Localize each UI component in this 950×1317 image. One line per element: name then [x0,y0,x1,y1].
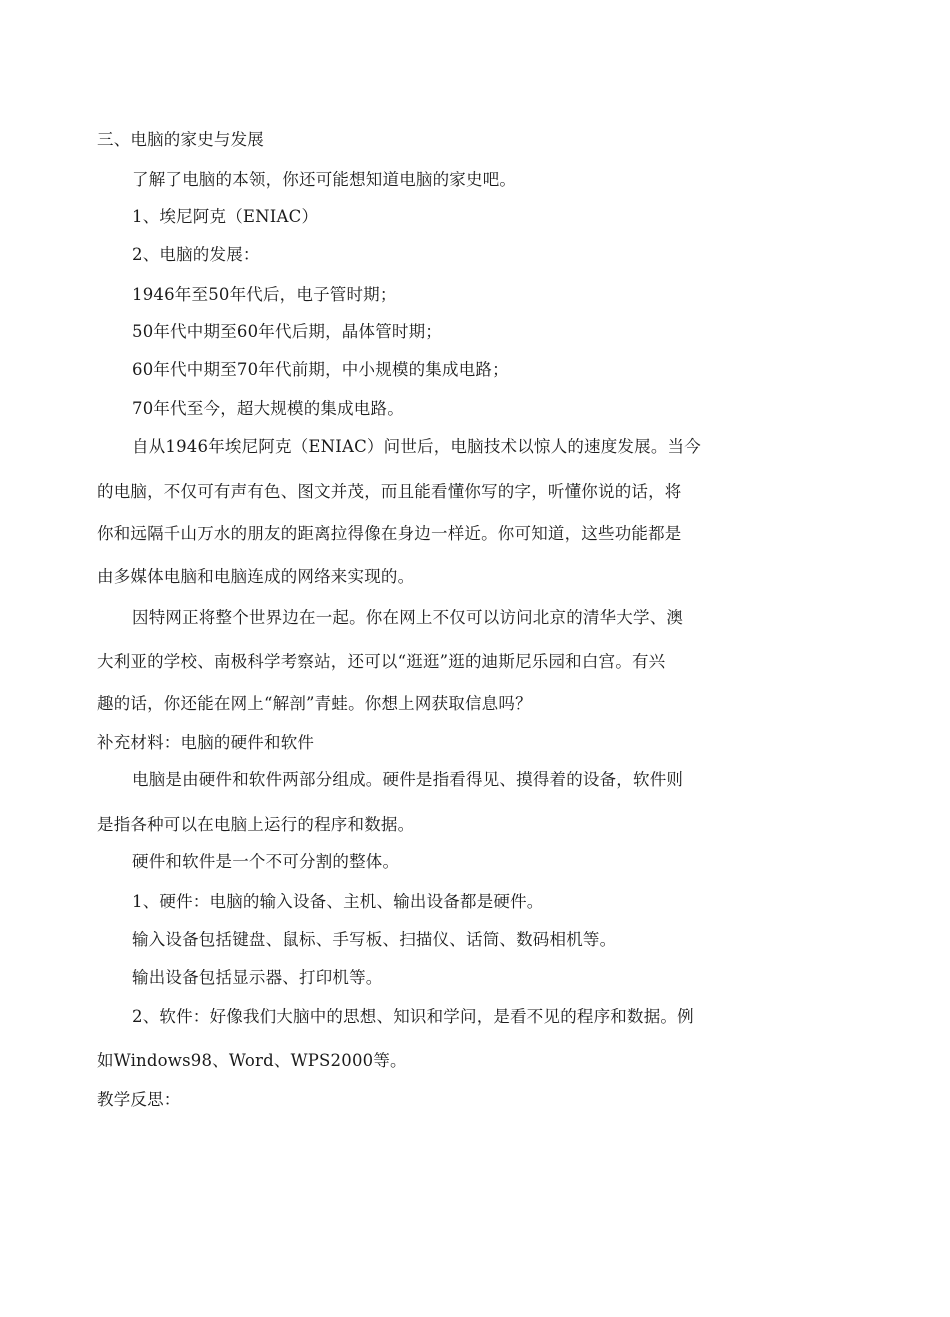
paragraph-line: 大利亚的学校、南极科学考察站，还可以“逛逛”逛的迪斯尼乐园和白宫。有兴 [97,652,666,671]
paragraph-line: 是指各种可以在电脑上运行的程序和数据。 [97,815,415,834]
hardware-line: 1、硬件：电脑的输入设备、主机、输出设备都是硬件。 [132,892,544,911]
era-line: 60年代中期至70年代前期，中小规模的集成电路； [132,360,509,379]
paragraph-line: 自从1946年埃尼阿克（ENIAC）问世后，电脑技术以惊人的速度发展。当今 [132,437,701,456]
section-heading: 三、电脑的家史与发展 [97,130,264,149]
item-development: 2、电脑的发展： [132,245,260,264]
paragraph-line: 电脑是由硬件和软件两部分组成。硬件是指看得见、摸得着的设备，软件则 [132,770,684,789]
software-line: 如Windows98、Word、WPS2000等。 [97,1051,407,1070]
era-line: 1946年至50年代后，电子管时期； [132,285,397,304]
input-devices-line: 输入设备包括键盘、鼠标、手写板、扫描仪、话筒、数码相机等。 [132,930,617,949]
paragraph-line: 你和远隔千山万水的朋友的距离拉得像在身边一样近。你可知道，这些功能都是 [97,524,682,543]
paragraph-line: 因特网正将整个世界边在一起。你在网上不仅可以访问北京的清华大学、澳 [132,608,684,627]
item-eniac: 1、埃尼阿克（ENIAC） [132,207,319,226]
era-line: 70年代至今，超大规模的集成电路。 [132,399,404,418]
paragraph-line: 由多媒体电脑和电脑连成的网络来实现的。 [97,567,415,586]
reflection-heading: 教学反思： [97,1090,181,1109]
paragraph-line: 硬件和软件是一个不可分割的整体。 [132,852,400,871]
paragraph-line: 趣的话，你还能在网上“解剖”青蛙。你想上网获取信息吗？ [97,694,532,713]
intro-line: 了解了电脑的本领，你还可能想知道电脑的家史吧。 [132,170,517,189]
paragraph-line: 的电脑，不仅可有声有色、图文并茂，而且能看懂你写的字，听懂你说的话，将 [97,482,682,501]
output-devices-line: 输出设备包括显示器、打印机等。 [132,968,383,987]
era-line: 50年代中期至60年代后期，晶体管时期； [132,322,442,341]
supplement-heading: 补充材料：电脑的硬件和软件 [97,733,315,752]
software-line: 2、软件：好像我们大脑中的思想、知识和学问，是看不见的程序和数据。例 [132,1007,694,1026]
